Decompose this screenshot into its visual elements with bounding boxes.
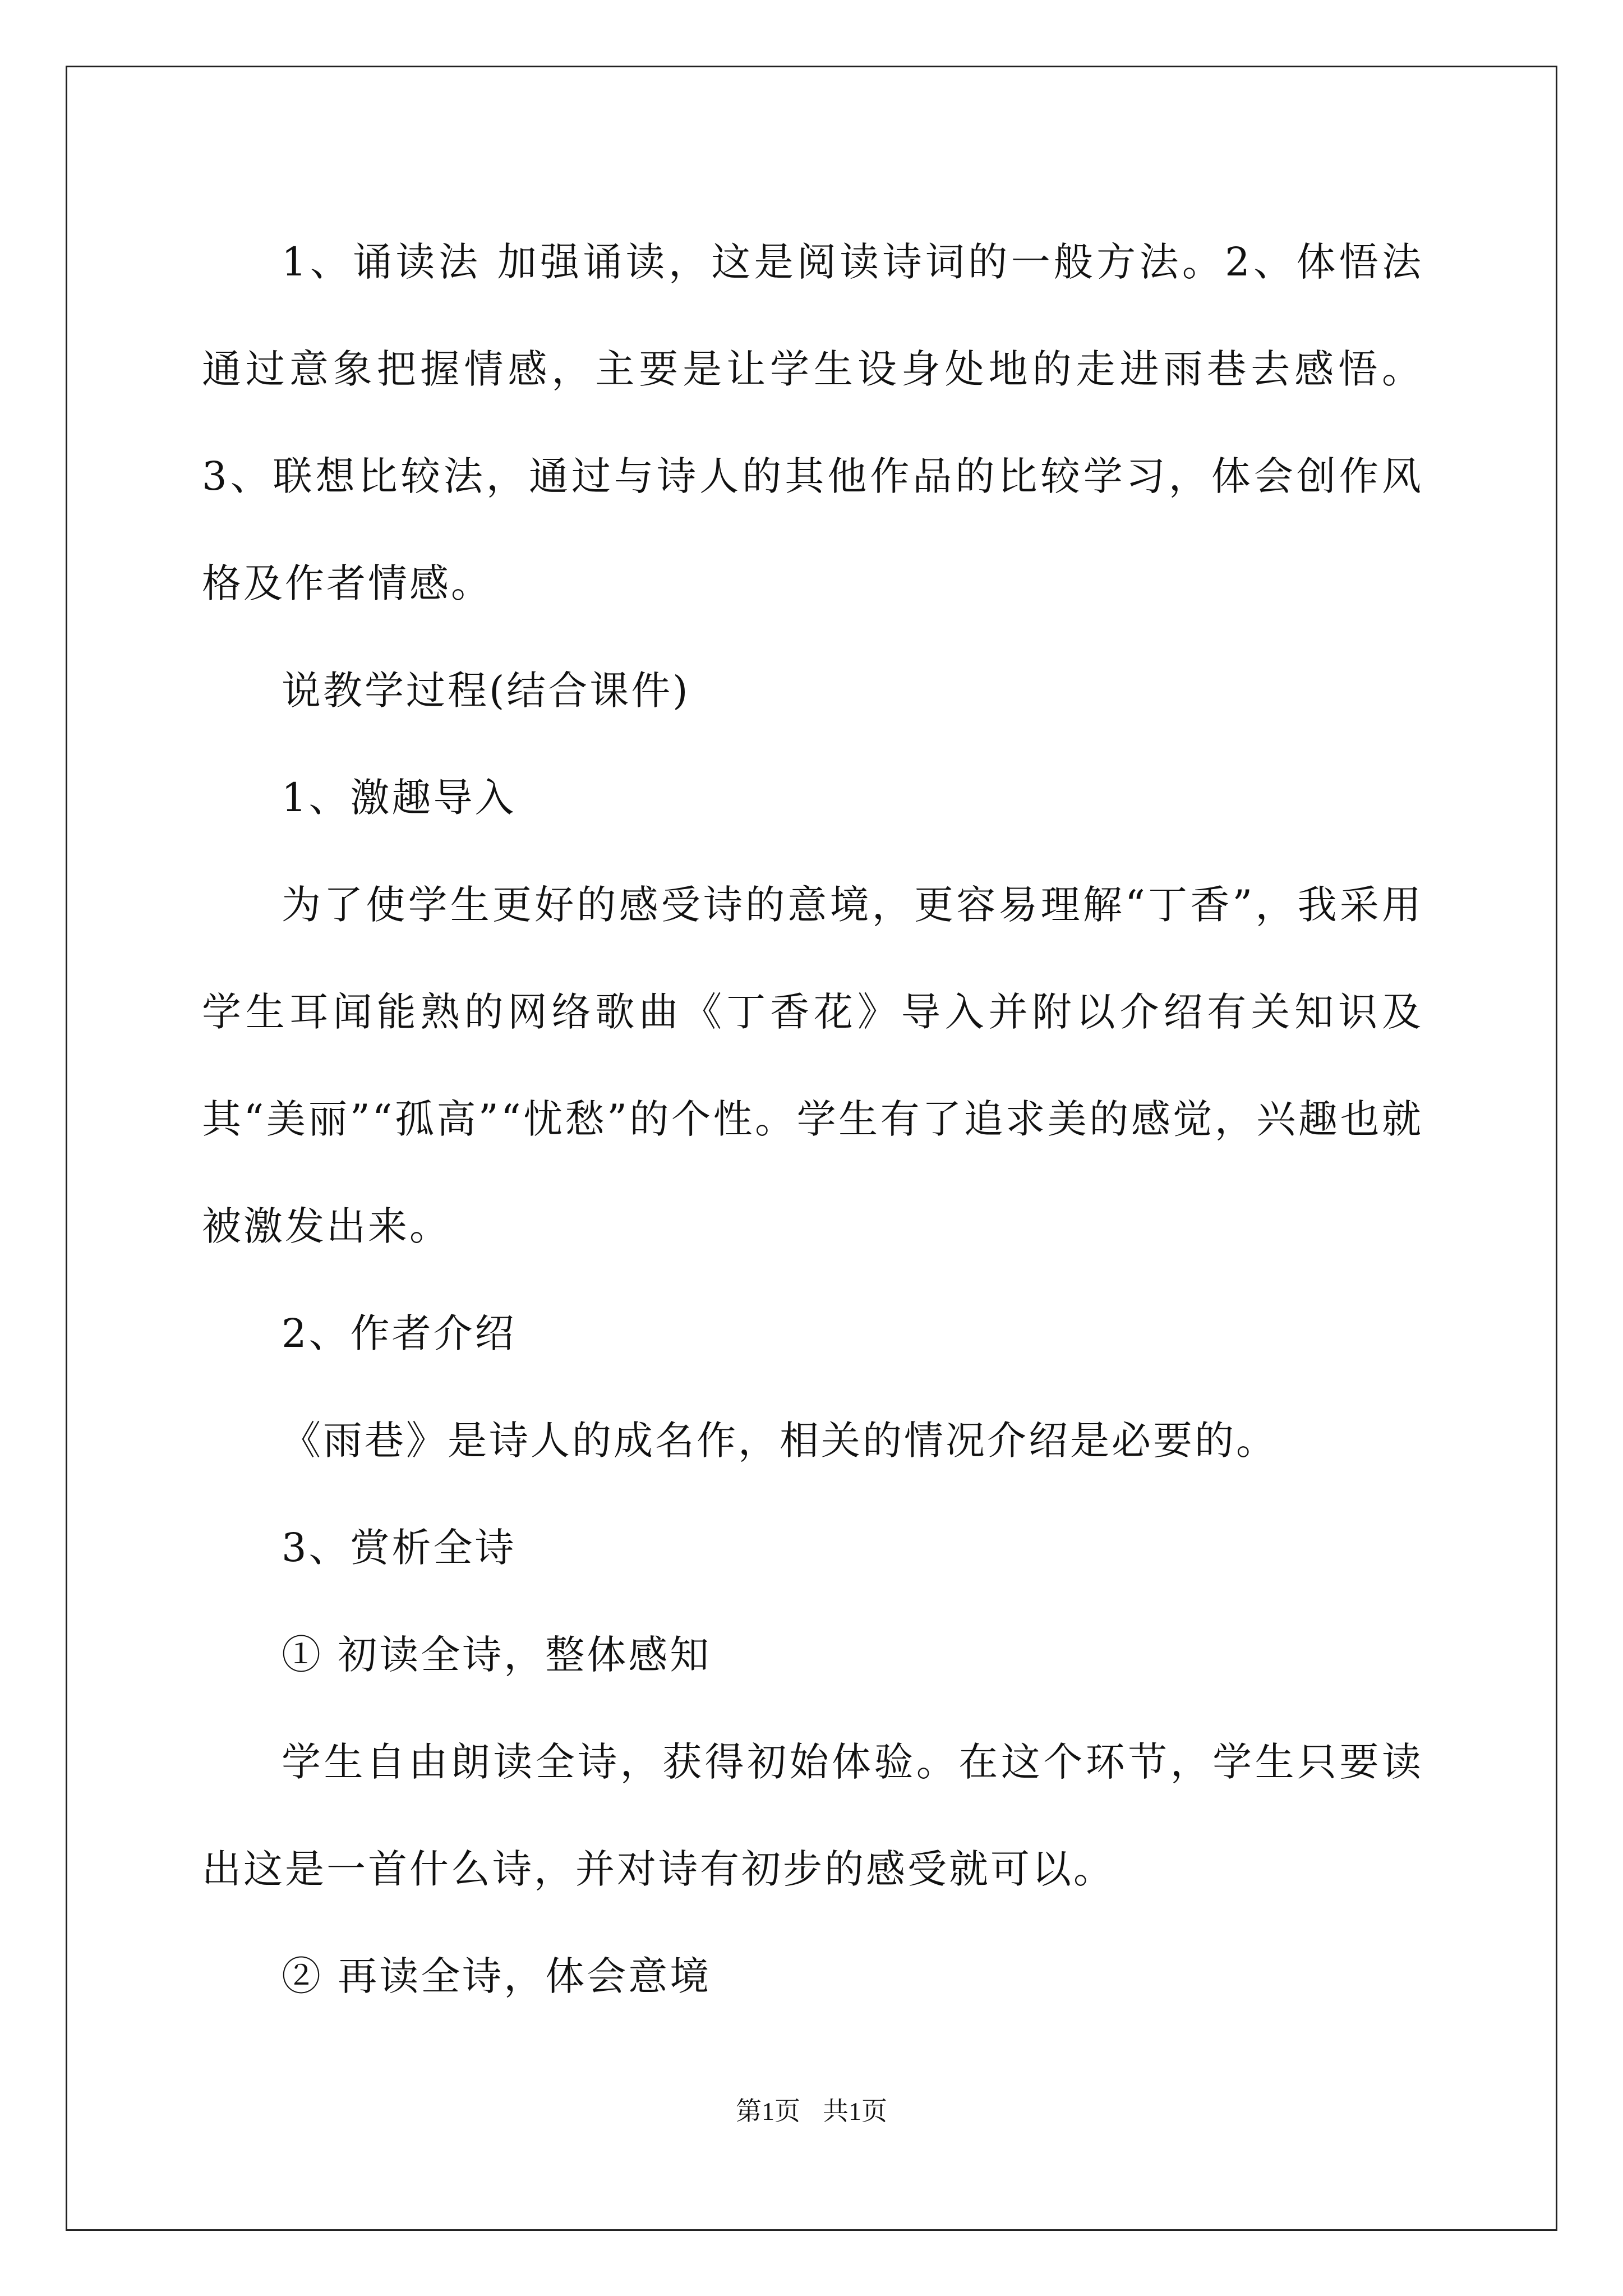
paragraph-heading-intro: 1、激趣导入 (282, 775, 517, 821)
document-body (202, 209, 1423, 2030)
paragraph-first-reading-body: 学生自由朗读全诗，获得初始体验。在这个环节，学生只要读出这是一首什么诗，并对诗有初步的感受就可以。 (202, 1739, 1423, 1892)
page-number: 第1页 (736, 2097, 800, 2125)
paragraph-intro-body: 为了使学生更好的感受诗的意境，更容易理解“丁香”，我采用学生耳闻能熟的网络歌曲《丁香花》导入并附以介绍有关知识及其“美丽”“孤高”“忧愁”的个性。学生有了追求美的感觉，兴趣也就被激发出来。 (202, 882, 1423, 1249)
page-total: 共1页 (823, 2097, 887, 2125)
paragraph-heading-process: 说教学过程(结合课件) (282, 668, 690, 714)
paragraph-step-first-reading: ① 初读全诗，整体感知 (282, 1632, 712, 1678)
page-footer (0, 2095, 1623, 2128)
paragraph-step-second-reading: ② 再读全诗，体会意境 (282, 1953, 712, 1999)
paragraph-methods: 1、诵读法 加强诵读，这是阅读诗词的一般方法。2、体悟法 通过意象把握情感，主要是让学生设身处地的走进雨巷去感悟。3、联想比较法，通过与诗人的其他作品的比较学习，体会创作风格及作者情感。 (202, 239, 1423, 606)
paragraph-heading-analysis: 3、赏析全诗 (282, 1525, 517, 1571)
paragraph-heading-author: 2、作者介绍 (282, 1310, 517, 1356)
paragraph-author-body: 《雨巷》是诗人的成名作，相关的情况介绍是必要的。 (282, 1418, 1278, 1464)
